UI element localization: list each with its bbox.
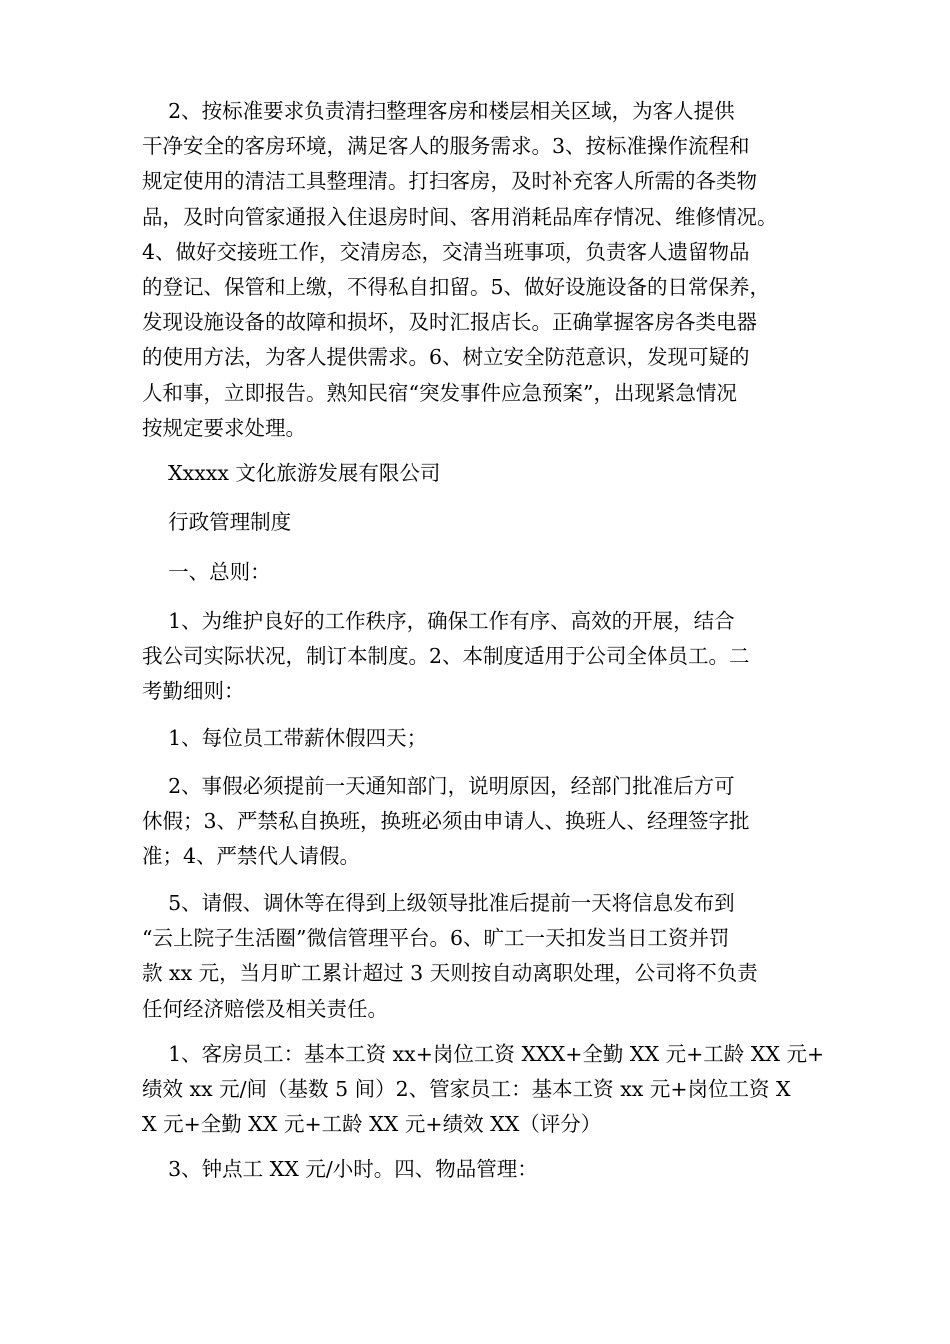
company-name	[142, 456, 832, 491]
text-line: 行政管理制度	[142, 510, 292, 534]
text-line: 发现设施设备的故障和损坏，及时汇报店长。正确掌握客房各类电器	[142, 310, 757, 335]
text-line: 的使用方法，为客人提供需求。6、树立安全防范意识，发现可疑的	[142, 345, 750, 370]
section-heading-general	[142, 555, 832, 590]
text-line: 1、每位员工带薪休假四天；	[142, 726, 428, 750]
text-line: 任何经济赔偿及相关责任。	[142, 996, 388, 1021]
text-line: 按规定要求处理。	[142, 415, 306, 440]
paragraph-salary-3	[142, 1152, 832, 1187]
paragraph-general-rules	[142, 604, 832, 710]
paragraph-attendance-5	[142, 886, 832, 1027]
text-line: 5、请假、调休等在得到上级领导批准后提前一天将信息发布到	[142, 891, 735, 915]
text-line: 人和事，立即报告。熟知民宿“突发事件应急预案”，出现紧急情况	[142, 380, 737, 405]
text-line: 2、按标准要求负责清扫整理客房和楼层相关区域，为客人提供	[142, 99, 735, 123]
text-line: 我公司实际状况，制订本制度。2、本制度适用于公司全体员工。二	[142, 644, 750, 669]
text-line: X 元+全勤 XX 元+工龄 XX 元+绩效 XX（评分）	[142, 1112, 602, 1137]
text-line: 款 xx 元，当月旷工累计超过 3 天则按自动离职处理，公司将不负责	[142, 961, 758, 986]
text-line: 2、事假必须提前一天通知部门，说明原因，经部门批准后方可	[142, 774, 735, 798]
text-line: 绩效 xx 元/间（基数 5 间）2、管家员工：基本工资 xx 元+岗位工资 X	[142, 1077, 791, 1102]
text-line: 4、做好交接班工作，交清房态，交清当班事项，负责客人遗留物品	[142, 239, 750, 264]
paragraph-salary-1	[142, 1037, 832, 1143]
text-line: 1、为维护良好的工作秩序，确保工作有序、高效的开展，结合	[142, 609, 735, 633]
text-line: 的登记、保管和上缴，不得私自扣留。5、做好设施设备的日常保养，	[142, 274, 771, 299]
text-line: 1、客房员工：基本工资 xx+岗位工资 XXX+全勤 XX 元+工龄 XX 元+	[142, 1042, 825, 1066]
paragraph-attendance-1	[142, 721, 832, 756]
text-line: 考勤细则：	[142, 679, 245, 704]
paragraph-attendance-2	[142, 769, 832, 875]
text-line: 准；4、严禁代人请假。	[142, 844, 361, 869]
text-line: 品，及时向管家通报入住退房时间、客用消耗品库存情况、维修情况。	[142, 204, 778, 229]
text-line: 规定使用的清洁工具整理清。打扫客房，及时补充客人所需的各类物	[142, 169, 757, 194]
text-line: 休假；3、严禁私自换班，换班必须由申请人、换班人、经理签字批	[142, 809, 750, 834]
text-line: Xxxxx 文化旅游发展有限公司	[142, 461, 441, 485]
text-line: “云上院子生活圈”微信管理平台。6、旷工一天扣发当日工资并罚	[142, 926, 730, 951]
document-title	[142, 505, 832, 540]
text-line: 干净安全的客房环境，满足客人的服务需求。3、按标准操作流程和	[142, 134, 750, 159]
paragraph-duties	[142, 94, 832, 446]
text-line: 3、钟点工 XX 元/小时。四、物品管理：	[142, 1157, 538, 1181]
text-line: 一、总则：	[142, 560, 271, 584]
